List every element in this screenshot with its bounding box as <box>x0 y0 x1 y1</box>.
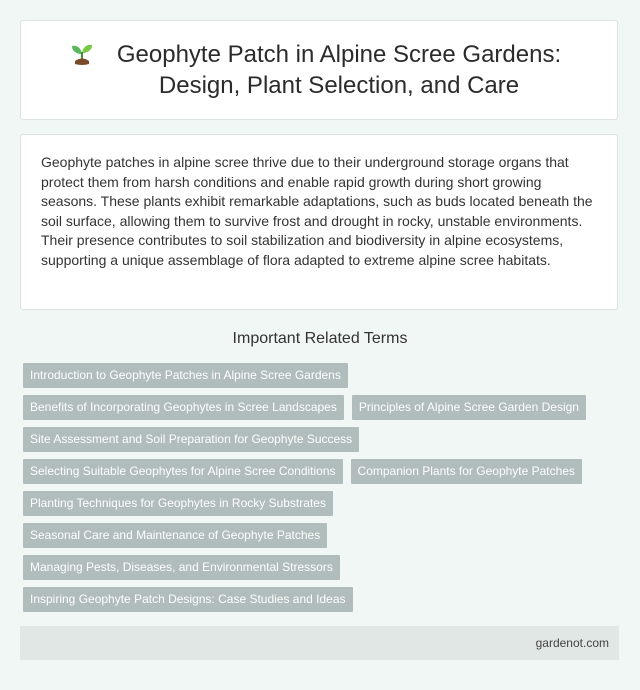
related-term-tag[interactable]: Principles of Alpine Scree Garden Design <box>352 395 586 420</box>
related-terms-list <box>23 363 619 619</box>
related-term-tag[interactable]: Planting Techniques for Geophytes in Rocky Substrates <box>23 491 333 516</box>
tag-row <box>23 555 619 580</box>
tag-row <box>23 491 619 516</box>
page-title: Geophyte Patch in Alpine Scree Gardens: Design, Plant Selection, and Care <box>116 41 562 99</box>
tag-row <box>23 587 619 612</box>
related-term-tag[interactable]: Selecting Suitable Geophytes for Alpine Scree Conditions <box>23 459 343 484</box>
sprout-icon <box>69 41 95 67</box>
tag-row <box>23 395 619 420</box>
footer-site-link[interactable]: gardenot.com <box>535 636 609 650</box>
title-wrap <box>69 39 569 101</box>
tag-row <box>23 427 619 452</box>
related-term-tag[interactable]: Benefits of Incorporating Geophytes in Scree Landscapes <box>23 395 344 420</box>
related-term-tag[interactable]: Companion Plants for Geophyte Patches <box>351 459 582 484</box>
tag-row <box>23 363 619 388</box>
related-term-tag[interactable]: Inspiring Geophyte Patch Designs: Case Studies and Ideas <box>23 587 353 612</box>
related-term-tag[interactable]: Seasonal Care and Maintenance of Geophyte Patches <box>23 523 327 548</box>
related-terms-heading: Important Related Terms <box>232 330 408 347</box>
related-term-tag[interactable]: Managing Pests, Diseases, and Environmental Stressors <box>23 555 340 580</box>
summary-text: Geophyte patches in alpine scree thrive due to their underground storage organs that protect them from harsh conditions and enable rapid growth during short growing seasons. These plants exhibit remarkable adaptations, such as buds located beneath the soil surface, allowing them to survive frost and drought in rocky, unstable environments. Their presence contributes to soil stabilization and biodiversity in alpine ecosystems, supporting a unique assemblage of flora adapted to extreme alpine scree habitats. <box>41 154 593 268</box>
summary-card <box>20 134 618 310</box>
tag-row <box>23 459 619 484</box>
related-term-tag[interactable]: Introduction to Geophyte Patches in Alpine Scree Gardens <box>23 363 348 388</box>
related-term-tag[interactable]: Site Assessment and Soil Preparation for Geophyte Success <box>23 427 359 452</box>
title-card <box>20 20 618 120</box>
footer <box>20 626 619 660</box>
tag-row <box>23 523 619 548</box>
